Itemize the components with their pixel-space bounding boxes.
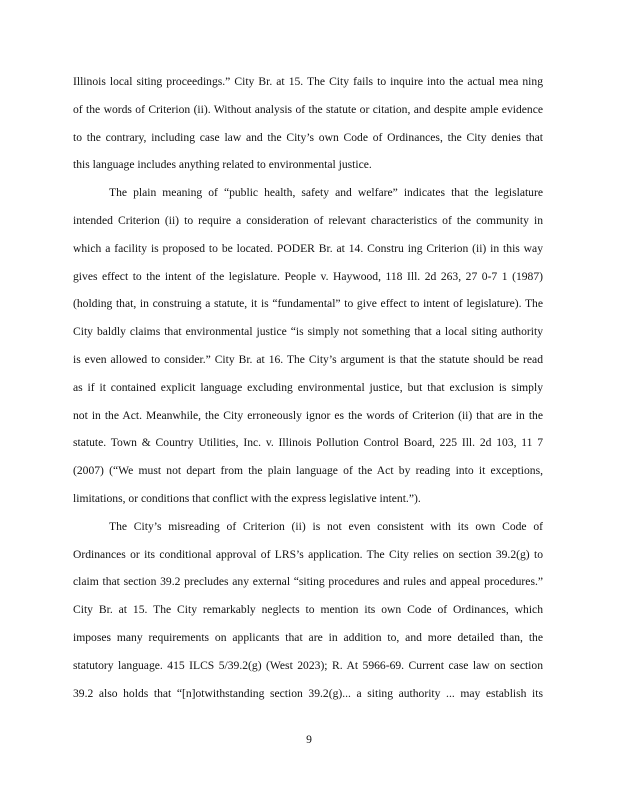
text-line: Illinois local siting proceedings.” City Br. at 15. The City fails to inquire into the actual mea ning bbox=[73, 75, 543, 88]
text-line: claim that section 39.2 precludes any external “siting procedures and rules and appeal procedures.” bbox=[73, 575, 543, 589]
text-line: gives effect to the intent of the legislature. People v. Haywood, 118 Ill. 2d 263, 27 0-7 1 (1987) bbox=[73, 269, 543, 283]
text-line: (holding that, in construing a statute, it is “fundamental” to give effect to intent of legislature). The bbox=[73, 297, 543, 311]
text-line: to the contrary, including case law and the City’s own Code of Ordinances, the City denies that bbox=[73, 130, 543, 144]
page-number: 9 bbox=[306, 733, 312, 746]
text-line: 39.2 also holds that “[n]otwithstanding section 39.2(g)... a siting authority ... may establish its bbox=[73, 686, 543, 700]
text-line: intended Criterion (ii) to require a consideration of relevant characteristics of the community in bbox=[73, 213, 543, 227]
text-line: of the words of Criterion (ii). Without analysis of the statute or citation, and despite ample evidence bbox=[73, 102, 543, 116]
text-line: statute. Town & Country Utilities, Inc. v. Illinois Pollution Control Board, 225 Ill. 2d 103, 11 7 bbox=[73, 436, 543, 450]
text-line: City baldly claims that environmental justice “is simply not something that a local siting authority bbox=[73, 325, 543, 339]
text-line: Ordinances or its conditional approval of LRS’s application. The City relies on section 39.2(g) to bbox=[73, 547, 543, 561]
paragraph-start-line: The plain meaning of “public health, safety and welfare” indicates that the legislature bbox=[109, 186, 543, 200]
text-line: which a facility is proposed to be located. PODER Br. at 14. Constru ing Criterion (ii) in this way bbox=[73, 241, 543, 255]
text-line: imposes many requirements on applicants that are in addition to, and more detailed than, the bbox=[73, 630, 543, 644]
text-line: (2007) (“We must not depart from the plain language of the Act by reading into it exceptions, bbox=[73, 464, 543, 478]
text-line: this language includes anything related to environmental justice. bbox=[73, 158, 372, 172]
text-line: statutory language. 415 ILCS 5/39.2(g) (West 2023); R. At 5966-69. Current case law on section bbox=[73, 658, 543, 672]
text-line: City Br. at 15. The City remarkably neglects to mention its own Code of Ordinances, which bbox=[73, 603, 543, 617]
paragraph-start-line: The City’s misreading of Criterion (ii) is not even consistent with its own Code of bbox=[109, 519, 543, 533]
text-line: as if it contained explicit language excluding environmental justice, but that exclusion is simply bbox=[73, 380, 543, 394]
text-line: is even allowed to consider.” City Br. at 16. The City’s argument is that the statute should be read bbox=[73, 352, 543, 366]
text-line: not in the Act. Meanwhile, the City erroneously ignor es the words of Criterion (ii) that are in the bbox=[73, 408, 543, 422]
body-text bbox=[73, 68, 543, 707]
text-line: limitations, or conditions that conflict with the express legislative intent.”). bbox=[73, 491, 421, 505]
